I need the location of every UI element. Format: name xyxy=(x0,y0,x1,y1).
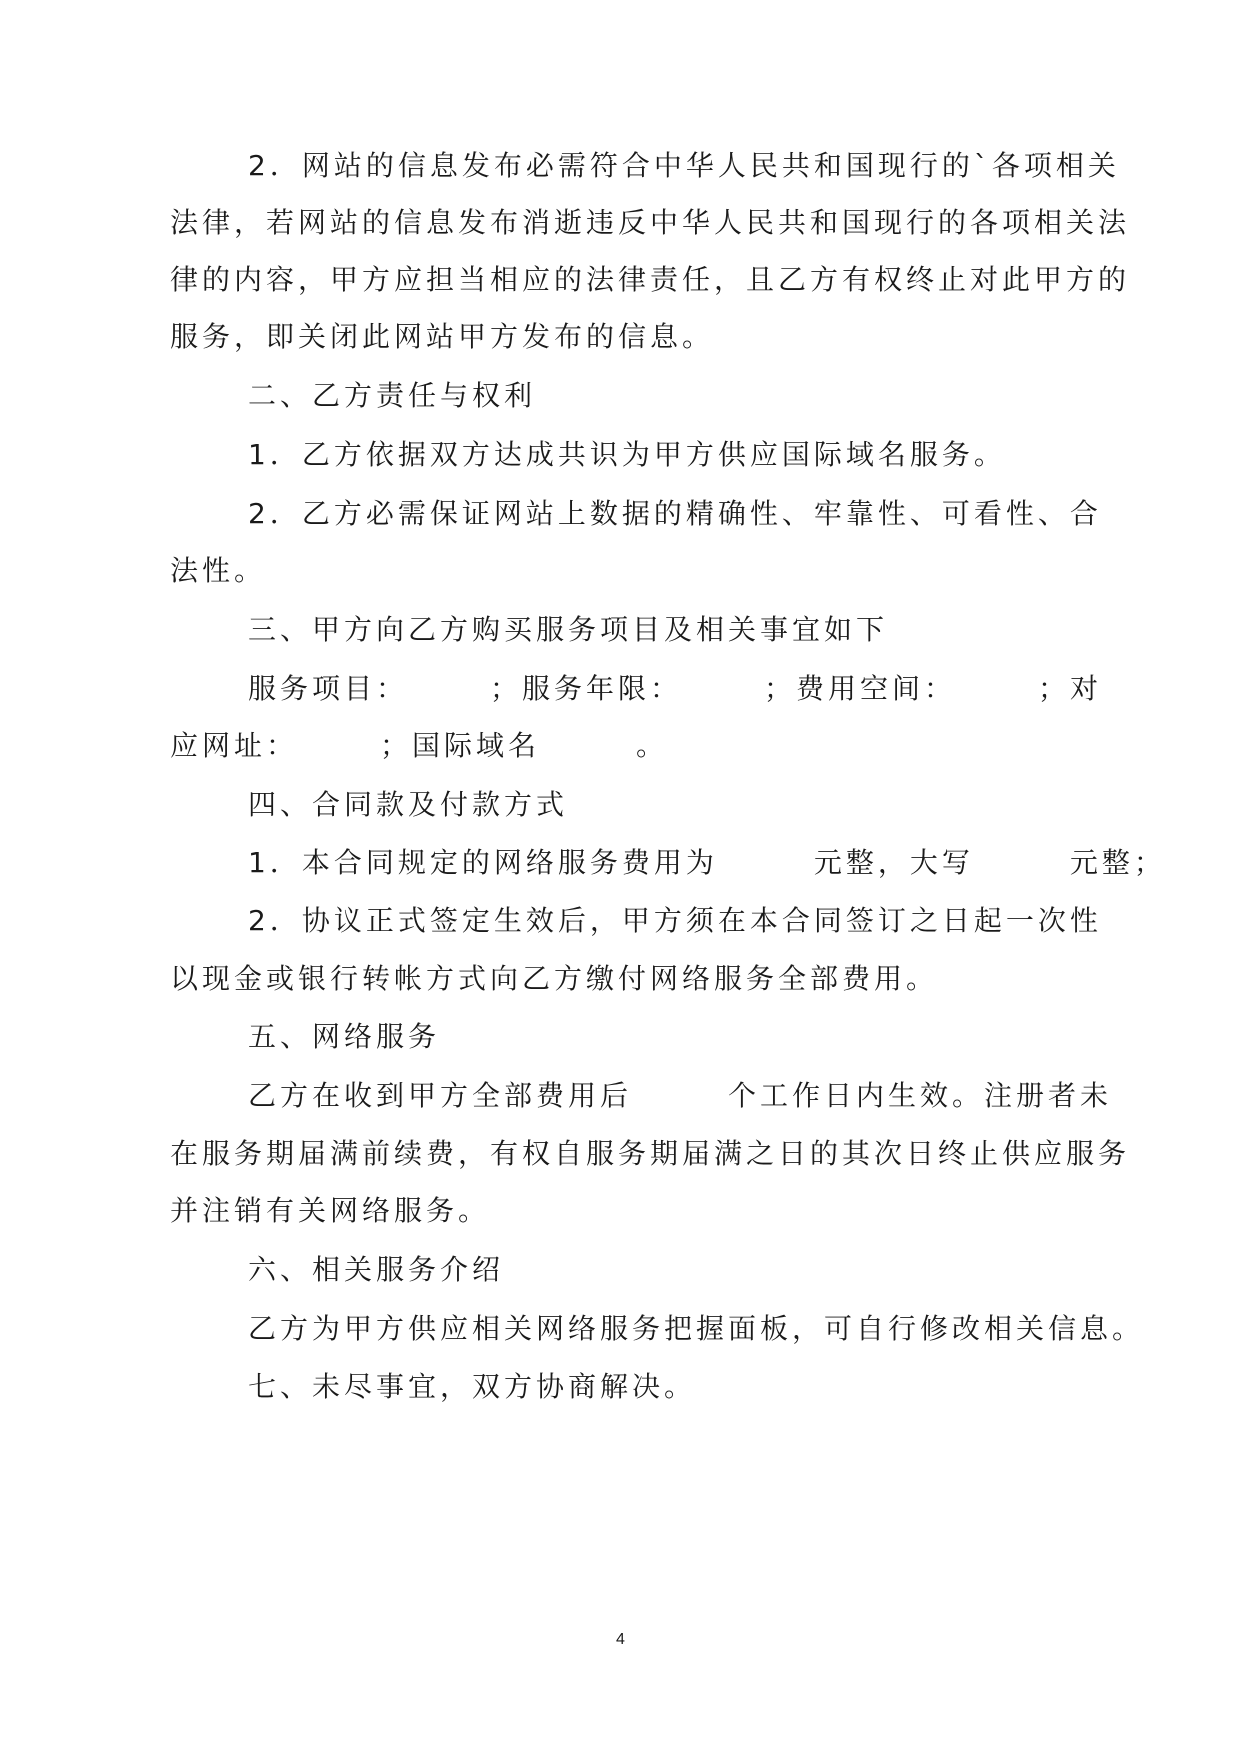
paragraph-line: 服务项目： ；服务年限： ；费用空间： ；对 xyxy=(248,672,1103,705)
section-heading: 三、甲方向乙方购买服务项目及相关事宜如下 xyxy=(248,613,889,646)
paragraph-line: 在服务期届满前续费，有权自服务期届满之日的其次日终止供应服务 xyxy=(170,1137,1131,1170)
paragraph-line: 法性。 xyxy=(170,554,267,587)
section-heading: 五、网络服务 xyxy=(248,1020,441,1053)
section-heading: 四、合同款及付款方式 xyxy=(248,788,569,821)
section-heading: 二、乙方责任与权利 xyxy=(248,379,537,412)
paragraph-line: 2．协议正式签定生效后，甲方须在本合同签订之日起一次性 xyxy=(248,904,1102,937)
paragraph-line: 法律，若网站的信息发布消逝违反中华人民共和国现行的各项相关法 xyxy=(170,206,1131,239)
paragraph-line: 应网址： ；国际域名 。 xyxy=(170,729,669,762)
paragraph-line: 以现金或银行转帐方式向乙方缴付网络服务全部费用。 xyxy=(170,962,939,995)
paragraph-line: 2．网站的信息发布必需符合中华人民共和国现行的`各项相关 xyxy=(248,149,1120,182)
paragraph-line: 乙方在收到甲方全部费用后 个工作日内生效。注册者未 xyxy=(248,1079,1113,1112)
paragraph-line: 乙方为甲方供应相关网络服务把握面板，可自行修改相关信息。 xyxy=(248,1312,1145,1345)
page-number: 4 xyxy=(616,1631,625,1648)
paragraph-line: 2．乙方必需保证网站上数据的精确性、牢靠性、可看性、合 xyxy=(248,497,1102,530)
paragraph-line: 并注销有关网络服务。 xyxy=(170,1194,491,1227)
paragraph-line: 1．乙方依据双方达成共识为甲方供应国际域名服务。 xyxy=(248,438,1006,471)
section-heading: 七、未尽事宜，双方协商解决。 xyxy=(248,1370,697,1403)
paragraph-line: 律的内容，甲方应担当相应的法律责任，且乙方有权终止对此甲方的 xyxy=(170,263,1131,296)
paragraph-line: 服务，即关闭此网站甲方发布的信息。 xyxy=(170,320,715,353)
paragraph-line: 1．本合同规定的网络服务费用为 元整，大写 元整； xyxy=(248,846,1166,879)
section-heading: 六、相关服务介绍 xyxy=(248,1253,505,1286)
